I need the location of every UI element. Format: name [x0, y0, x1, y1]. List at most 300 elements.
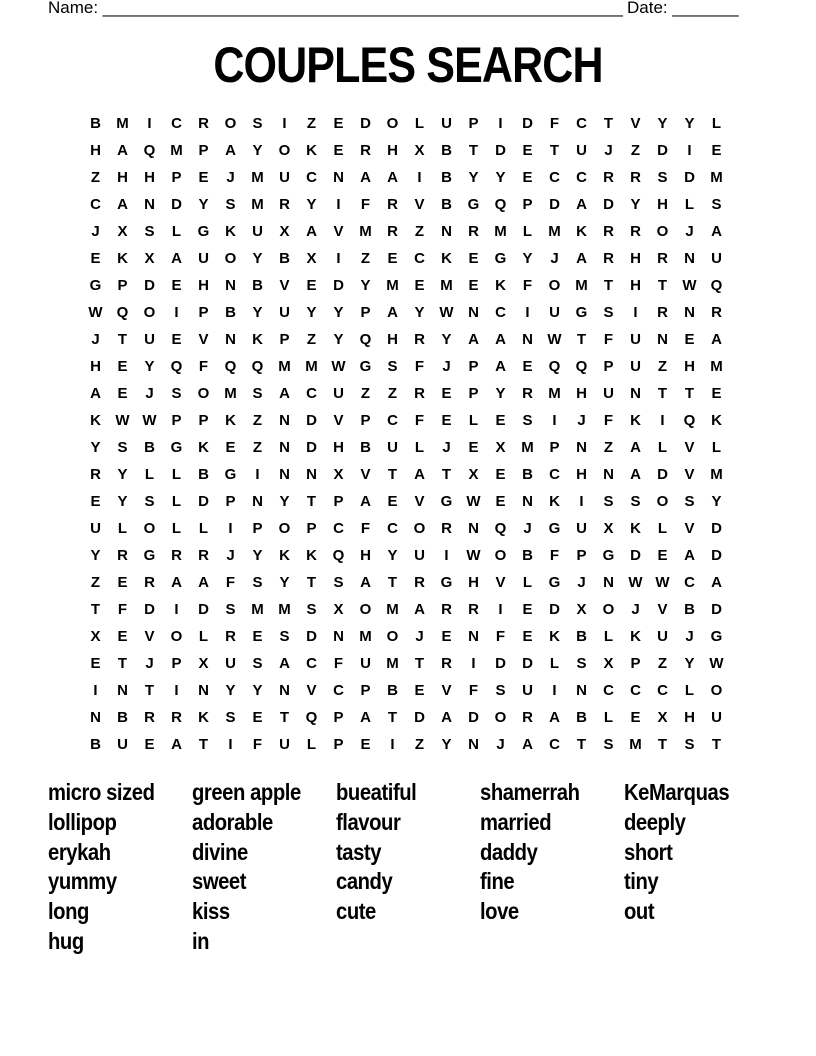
grid-letter: V — [495, 574, 506, 591]
grid-letter: K — [90, 412, 101, 429]
grid-letter: B — [387, 682, 398, 699]
word-list-item: in — [192, 928, 210, 954]
grid-letter: W — [115, 412, 130, 429]
grid-letter: S — [333, 574, 344, 591]
grid-letter: W — [709, 655, 724, 672]
grid-letter: G — [440, 574, 453, 591]
grid-row — [82, 434, 730, 461]
grid-letter: A — [495, 358, 506, 375]
grid-letter: A — [171, 574, 182, 591]
grid-letter: G — [710, 628, 723, 645]
grid-letter: E — [306, 277, 317, 294]
grid-letter: D — [711, 601, 722, 618]
grid-letter: B — [522, 547, 533, 564]
grid-letter: E — [441, 628, 452, 645]
grid-letter: G — [575, 304, 588, 321]
grid-letter: A — [117, 196, 128, 213]
grid-letter: U — [90, 520, 101, 537]
grid-letter: K — [198, 439, 209, 456]
grid-letter: A — [441, 709, 452, 726]
grid-letter: N — [198, 682, 209, 699]
word-list-item: tiny — [624, 868, 659, 895]
grid-letter: S — [576, 655, 587, 672]
grid-letter: Z — [360, 250, 371, 267]
grid-letter: C — [306, 385, 317, 402]
grid-letter: B — [90, 736, 101, 753]
grid-letter: A — [630, 466, 641, 483]
grid-letter: G — [467, 196, 480, 213]
grid-letter: A — [414, 601, 425, 618]
grid-letter: I — [552, 412, 557, 429]
grid-letter: Y — [630, 196, 641, 213]
grid-letter: G — [359, 358, 372, 375]
grid-letter: T — [387, 574, 398, 591]
grid-letter: M — [359, 628, 372, 645]
grid-letter: O — [710, 682, 723, 699]
grid-letter: Y — [360, 277, 371, 294]
grid-letter: C — [414, 250, 425, 267]
grid-row — [82, 110, 730, 137]
grid-letter: D — [549, 196, 560, 213]
grid-letter: D — [144, 277, 155, 294]
grid-letter: P — [360, 412, 371, 429]
grid-letter: K — [495, 277, 506, 294]
grid-letter: D — [522, 115, 533, 132]
grid-letter: E — [630, 709, 641, 726]
grid-letter: J — [442, 439, 451, 456]
grid-letter: P — [306, 520, 317, 537]
grid-letter: O — [656, 493, 669, 510]
grid-letter: Y — [252, 304, 263, 321]
grid-letter: T — [198, 736, 209, 753]
grid-letter: Q — [224, 358, 237, 375]
grid-letter: L — [117, 520, 128, 537]
grid-letter: H — [576, 385, 587, 402]
grid-letter: B — [684, 601, 695, 618]
grid-row — [82, 272, 730, 299]
grid-letter: R — [144, 574, 155, 591]
grid-letter: Y — [441, 736, 452, 753]
grid-letter: A — [711, 223, 722, 240]
word-list-item: out — [624, 898, 655, 925]
grid-letter: F — [225, 574, 236, 591]
grid-letter: J — [685, 628, 694, 645]
grid-letter: S — [117, 439, 128, 456]
grid-letter: Y — [279, 574, 290, 591]
grid-letter: E — [90, 250, 101, 267]
grid-letter: U — [603, 385, 614, 402]
grid-letter: Y — [306, 304, 317, 321]
grid-letter: F — [414, 358, 425, 375]
grid-letter: E — [117, 385, 128, 402]
grid-letter: Y — [495, 385, 506, 402]
grid-row — [82, 542, 730, 569]
grid-letter: N — [630, 385, 641, 402]
grid-letter: E — [711, 385, 722, 402]
grid-letter: Z — [414, 736, 425, 753]
grid-letter: G — [170, 439, 183, 456]
grid-letter: Q — [143, 142, 156, 159]
grid-letter: K — [630, 412, 641, 429]
grid-letter: H — [90, 142, 101, 159]
grid-letter: L — [171, 223, 182, 240]
grid-letter: M — [170, 142, 183, 159]
grid-letter: H — [387, 331, 398, 348]
name-field-label: Name: _______________________________________________________ — [48, 0, 623, 17]
grid-letter: Y — [252, 250, 263, 267]
grid-letter: S — [522, 412, 533, 429]
grid-letter: C — [549, 736, 560, 753]
grid-letter: N — [522, 493, 533, 510]
grid-letter: B — [441, 196, 452, 213]
grid-letter: E — [117, 358, 128, 375]
grid-letter: Z — [360, 385, 371, 402]
grid-letter: K — [306, 547, 317, 564]
grid-letter: R — [603, 250, 614, 267]
grid-letter: C — [657, 682, 668, 699]
grid-letter: V — [414, 493, 425, 510]
grid-letter: K — [549, 628, 560, 645]
grid-letter: C — [333, 682, 344, 699]
grid-letter: N — [468, 304, 479, 321]
grid-letter: D — [711, 520, 722, 537]
grid-letter: P — [360, 304, 371, 321]
grid-letter: R — [657, 304, 668, 321]
grid-row — [82, 191, 730, 218]
grid-letter: E — [360, 736, 371, 753]
grid-row — [82, 326, 730, 353]
grid-letter: U — [279, 736, 290, 753]
grid-letter: I — [336, 196, 341, 213]
grid-letter: J — [226, 547, 235, 564]
grid-letter: A — [387, 169, 398, 186]
grid-letter: A — [468, 331, 479, 348]
grid-letter: D — [144, 601, 155, 618]
grid-letter: M — [359, 223, 372, 240]
grid-letter: N — [333, 628, 344, 645]
grid-letter: I — [471, 655, 476, 672]
grid-letter: D — [306, 412, 317, 429]
grid-letter: W — [628, 574, 643, 591]
grid-letter: I — [687, 142, 692, 159]
grid-letter: H — [657, 196, 668, 213]
grid-row — [82, 380, 730, 407]
grid-letter: U — [711, 709, 722, 726]
grid-letter: T — [576, 331, 587, 348]
grid-letter: D — [522, 655, 533, 672]
grid-letter: I — [498, 115, 503, 132]
grid-row — [82, 569, 730, 596]
grid-letter: R — [603, 223, 614, 240]
grid-letter: L — [171, 520, 182, 537]
grid-letter: C — [630, 682, 641, 699]
grid-letter: G — [602, 547, 615, 564]
grid-letter: S — [171, 385, 182, 402]
grid-letter: O — [548, 277, 561, 294]
grid-letter: S — [603, 736, 614, 753]
word-list-item: married — [480, 808, 552, 835]
grid-letter: E — [387, 250, 398, 267]
grid-letter: X — [279, 223, 290, 240]
grid-letter: Z — [414, 223, 425, 240]
grid-letter: F — [117, 601, 128, 618]
grid-letter: A — [576, 250, 587, 267]
grid-letter: V — [144, 628, 155, 645]
grid-letter: V — [441, 682, 452, 699]
grid-letter: N — [576, 682, 587, 699]
grid-letter: I — [174, 601, 179, 618]
grid-letter: Y — [144, 358, 155, 375]
grid-letter: B — [117, 709, 128, 726]
grid-letter: H — [198, 277, 209, 294]
grid-letter: S — [252, 115, 263, 132]
grid-row — [82, 677, 730, 704]
grid-letter: N — [279, 412, 290, 429]
grid-letter: U — [387, 439, 398, 456]
grid-letter: U — [630, 331, 641, 348]
grid-letter: E — [522, 169, 533, 186]
grid-row — [82, 731, 730, 758]
grid-letter: L — [603, 628, 614, 645]
grid-letter: O — [170, 628, 183, 645]
grid-letter: J — [523, 520, 532, 537]
grid-letter: S — [144, 223, 155, 240]
grid-letter: W — [655, 574, 670, 591]
grid-letter: N — [225, 277, 236, 294]
grid-letter: A — [90, 385, 101, 402]
grid-letter: N — [684, 250, 695, 267]
grid-letter: V — [306, 682, 317, 699]
grid-letter: R — [117, 547, 128, 564]
grid-letter: P — [333, 736, 344, 753]
grid-letter: Q — [251, 358, 264, 375]
grid-letter: J — [577, 574, 586, 591]
grid-letter: L — [414, 115, 425, 132]
grid-letter: C — [576, 115, 587, 132]
grid-letter: R — [630, 169, 641, 186]
grid-letter: C — [387, 520, 398, 537]
grid-letter: D — [198, 493, 209, 510]
grid-letter: J — [577, 412, 586, 429]
grid-letter: L — [657, 439, 668, 456]
grid-row — [82, 461, 730, 488]
grid-letter: G — [440, 493, 453, 510]
grid-letter: U — [144, 331, 155, 348]
grid-letter: W — [331, 358, 346, 375]
grid-letter: X — [333, 601, 344, 618]
grid-letter: I — [552, 682, 557, 699]
grid-letter: T — [306, 493, 317, 510]
grid-letter: X — [144, 250, 155, 267]
grid-letter: R — [603, 169, 614, 186]
grid-letter: U — [657, 628, 668, 645]
grid-letter: Y — [306, 196, 317, 213]
grid-letter: G — [89, 277, 102, 294]
grid-letter: H — [117, 169, 128, 186]
grid-letter: X — [495, 439, 506, 456]
grid-letter: N — [117, 682, 128, 699]
word-list-item: KeMarquas — [624, 779, 730, 805]
grid-letter: C — [603, 682, 614, 699]
grid-letter: E — [333, 142, 344, 159]
grid-letter: K — [441, 250, 452, 267]
grid-letter: S — [279, 628, 290, 645]
grid-letter: I — [228, 520, 233, 537]
grid-letter: Z — [306, 331, 317, 348]
grid-letter: H — [468, 574, 479, 591]
grid-letter: R — [441, 655, 452, 672]
grid-letter: G — [143, 547, 156, 564]
header-line — [48, 0, 768, 20]
grid-letter: E — [684, 331, 695, 348]
grid-letter: M — [494, 223, 507, 240]
grid-letter: A — [198, 574, 209, 591]
grid-letter: U — [117, 736, 128, 753]
grid-letter: O — [359, 601, 372, 618]
grid-letter: G — [548, 520, 561, 537]
grid-letter: I — [174, 304, 179, 321]
grid-row — [82, 299, 730, 326]
grid-letter: V — [360, 466, 371, 483]
grid-letter: L — [198, 520, 209, 537]
grid-letter: N — [468, 736, 479, 753]
grid-letter: Y — [441, 331, 452, 348]
grid-letter: K — [630, 520, 641, 537]
grid-letter: P — [171, 655, 182, 672]
grid-letter: A — [117, 142, 128, 159]
grid-letter: E — [495, 466, 506, 483]
grid-letter: O — [143, 520, 156, 537]
grid-letter: P — [549, 439, 560, 456]
grid-letter: K — [117, 250, 128, 267]
grid-letter: S — [603, 493, 614, 510]
grid-letter: A — [279, 655, 290, 672]
grid-letter: R — [225, 628, 236, 645]
grid-letter: L — [468, 412, 479, 429]
grid-letter: R — [657, 250, 668, 267]
grid-letter: I — [525, 304, 530, 321]
grid-letter: Y — [252, 142, 263, 159]
grid-letter: T — [144, 682, 155, 699]
grid-letter: A — [576, 196, 587, 213]
grid-letter: J — [91, 223, 100, 240]
grid-letter: X — [576, 601, 587, 618]
grid-letter: E — [468, 277, 479, 294]
grid-letter: W — [439, 304, 454, 321]
grid-letter: Y — [684, 115, 695, 132]
grid-letter: S — [630, 493, 641, 510]
word-list — [48, 777, 768, 977]
grid-letter: R — [522, 709, 533, 726]
grid-letter: P — [279, 331, 290, 348]
grid-letter: S — [225, 601, 236, 618]
grid-letter: I — [417, 169, 422, 186]
grid-letter: H — [684, 358, 695, 375]
grid-letter: R — [90, 466, 101, 483]
grid-letter: B — [576, 628, 587, 645]
grid-letter: D — [171, 196, 182, 213]
word-list-item: deeply — [624, 808, 686, 835]
word-list-item: fine — [480, 868, 515, 895]
word-list-item: micro sized — [48, 779, 155, 805]
grid-letter: R — [360, 142, 371, 159]
grid-row — [82, 650, 730, 677]
grid-letter: O — [602, 601, 615, 618]
word-list-item: lollipop — [48, 808, 117, 835]
grid-letter: D — [306, 439, 317, 456]
grid-letter: N — [441, 223, 452, 240]
grid-letter: D — [657, 142, 668, 159]
grid-letter: Q — [548, 358, 561, 375]
grid-letter: M — [710, 466, 723, 483]
grid-row — [82, 164, 730, 191]
grid-letter: Z — [630, 142, 641, 159]
grid-letter: A — [711, 574, 722, 591]
grid-letter: J — [685, 223, 694, 240]
grid-letter: L — [198, 628, 209, 645]
grid-letter: Y — [495, 169, 506, 186]
grid-letter: S — [387, 358, 398, 375]
grid-letter: Q — [332, 547, 345, 564]
grid-letter: P — [333, 709, 344, 726]
grid-letter: P — [333, 493, 344, 510]
grid-letter: U — [198, 250, 209, 267]
grid-letter: T — [90, 601, 101, 618]
grid-letter: Z — [90, 169, 101, 186]
grid-letter: E — [144, 736, 155, 753]
grid-letter: S — [711, 196, 722, 213]
grid-letter: R — [414, 331, 425, 348]
grid-letter: Y — [279, 493, 290, 510]
grid-letter: W — [466, 547, 481, 564]
grid-letter: A — [225, 142, 236, 159]
grid-letter: L — [144, 466, 155, 483]
grid-letter: L — [711, 115, 722, 132]
grid-letter: U — [279, 169, 290, 186]
grid-letter: R — [468, 223, 479, 240]
grid-letter: G — [494, 250, 507, 267]
grid-letter: E — [468, 439, 479, 456]
grid-letter: T — [279, 709, 290, 726]
grid-letter: Y — [90, 547, 101, 564]
grid-letter: I — [498, 601, 503, 618]
grid-letter: N — [576, 439, 587, 456]
grid-letter: M — [386, 655, 399, 672]
grid-letter: J — [145, 655, 154, 672]
grid-letter: O — [143, 304, 156, 321]
grid-letter: R — [414, 385, 425, 402]
grid-letter: D — [306, 628, 317, 645]
grid-letter: P — [171, 169, 182, 186]
grid-letter: J — [442, 358, 451, 375]
grid-letter: M — [521, 439, 534, 456]
grid-letter: O — [278, 520, 291, 537]
grid-letter: Y — [198, 196, 209, 213]
grid-row — [82, 353, 730, 380]
grid-letter: F — [198, 358, 209, 375]
grid-letter: O — [386, 115, 399, 132]
word-list-item: bueatiful — [336, 779, 417, 805]
grid-letter: V — [657, 601, 668, 618]
grid-letter: Y — [90, 439, 101, 456]
grid-letter: G — [197, 223, 210, 240]
grid-letter: P — [117, 277, 128, 294]
grid-letter: E — [657, 547, 668, 564]
grid-letter: J — [631, 601, 640, 618]
grid-letter: B — [360, 439, 371, 456]
grid-letter: O — [413, 520, 426, 537]
grid-letter: E — [252, 709, 263, 726]
